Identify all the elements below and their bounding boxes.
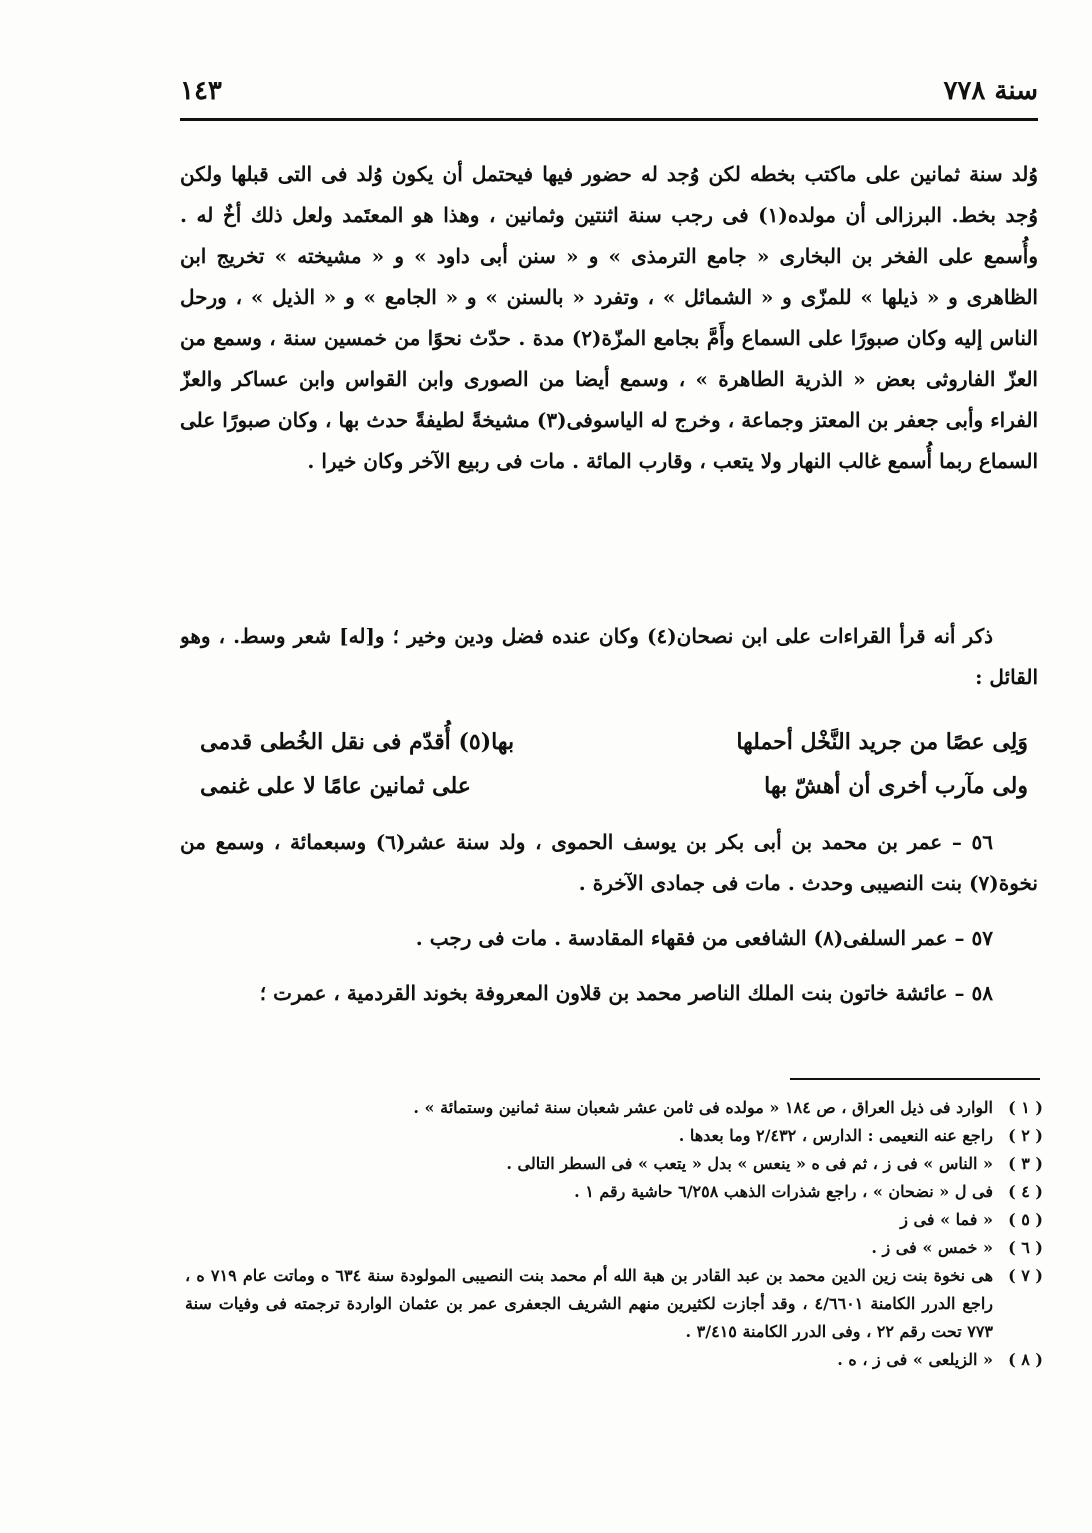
footnote-text: فى ل « نضحان » ، راجع شذرات الذهب ٦/٢٥٨ حاشية رقم ١ .	[574, 1182, 993, 1201]
footnote	[185, 1178, 1043, 1206]
footnote-number: ( ٨ )	[1008, 1350, 1043, 1369]
footnotes	[185, 1094, 1043, 1374]
footnote-number: ( ٤ )	[1008, 1182, 1043, 1201]
footnote-number: ( ٢ )	[1008, 1126, 1043, 1145]
footnote	[185, 1094, 1043, 1122]
footnote	[185, 1262, 1043, 1346]
footnote	[185, 1234, 1043, 1262]
paragraph-biography: وُلد سنة ثمانين على ماكتب بخطه لكن وُجد له حضور فيها فيحتمل أن يكون وُلد فى التى قبلها ولكن وُجد بخط. البرزالى أن مولده(١) فى رجب سنة اثنتين وثمانين ، وهذا هو المعتَمد ولعل ذلك أخٌ له . وأُسمع على الفخر بن البخارى « جامع الترمذى » و « سنن أبى داود » و « مشيخته » تخريج ابن الظاهرى و « ذيلها » للمزّى و « الشمائل » ، وتفرد « بالسنن » و « الجامع » و « الذيل » ، ورحل الناس إليه وكان صبورًا على السماع وأَمَّ بجامع المزّة(٢) مدة . حدّث نحوًا من خمسين سنة ، وسمع من العزّ الفاروثى بعض « الذرية الطاهرة » ، وسمع أيضا من الصورى وابن القواس وابن عساكر والعزّ الفراء وأبى جعفر بن المعتز وجماعة ، وخرج له الياسوفى(٣) مشيخةً لطيفةً حدث بها ، وكان صبورًا على السماع ربما أُسمع غالب النهار ولا يتعب ، وقارب المائة . مات فى ربيع الآخر وكان خيرا .	[180, 162, 1038, 473]
paragraph-recitation: ذكر أنه قرأ القراءات على ابن نصحان(٤) وكان عنده فضل ودين وخير ؛ و[له] شعر وسط. ، وهو القائل :	[180, 624, 1038, 689]
footnote-rule	[790, 1078, 1040, 1080]
poem-line	[180, 764, 1038, 808]
entry-58: ٥٨ – عائشة خاتون بنت الملك الناصر محمد بن قلاون المعروفة بخوند القردمية ، عمرت ؛	[259, 981, 993, 1005]
footnote-number: ( ٧ )	[1008, 1266, 1043, 1285]
poem-hemistich: وَلِى عصًا من جريد النَّخْل أحملها	[736, 729, 1028, 755]
footnote-text: « الزيلعى » فى ز ، ه .	[837, 1350, 993, 1369]
footnote-number: ( ٥ )	[1008, 1210, 1043, 1229]
poem-line	[180, 720, 1038, 764]
poem-hemistich: بها(٥) أُقدّم فى نقل الخُطى قدمى	[200, 729, 515, 755]
header-rule	[180, 118, 1038, 121]
footnote-text: الوارد فى ذيل العراق ، ص ١٨٤ « مولده فى ثامن عشر شعبان سنة ثمانين وستمائة » .	[413, 1098, 993, 1117]
footnote-number: ( ٦ )	[1008, 1238, 1043, 1257]
header-year: سنة ٧٧٨	[943, 76, 1038, 106]
running-header	[180, 66, 1038, 112]
footnote	[185, 1346, 1043, 1374]
footnote-text: « خمس » فى ز .	[871, 1238, 993, 1257]
footnote-text: « فما » فى ز	[900, 1210, 993, 1229]
footnote-text: هى نخوة بنت زين الدين محمد بن عبد القادر بن هبة الله أم محمد بنت النصيبى المولودة سنة ٦٣٤ ه وماتت عام ٧١٩ ه ، راجع الدرر الكامنة ٤/٦٦٠١ ، وقد أجازت لكثيرين منهم الشريف الجعفرى عمر بن عثمان الواردة ترجمته فى وفيات سنة ٧٧٣ تحت رقم ٢٢ ، وفى الدرر الكامنة ٣/٤١٥ .	[185, 1266, 994, 1341]
footnote-number: ( ٣ )	[1008, 1154, 1043, 1173]
footnote-number: ( ١ )	[1008, 1098, 1043, 1117]
poem	[180, 720, 1038, 808]
footnote-text: راجع عنه النعيمى : الدارس ، ٢/٤٣٢ وما بعدها .	[678, 1126, 993, 1145]
main-text	[180, 154, 1038, 1014]
footnote	[185, 1206, 1043, 1234]
page-number: ١٤٣	[180, 76, 222, 106]
entry-57: ٥٧ – عمر السلفى(٨) الشافعى من فقهاء المقادسة . مات فى رجب .	[415, 926, 993, 950]
footnote-text: « الناس » فى ز ، ثم فى ه « ينعس » بدل « يتعب » فى السطر التالى .	[506, 1154, 993, 1173]
footnote	[185, 1150, 1043, 1178]
entry-56: ٥٦ – عمر بن محمد بن أبى بكر بن يوسف الحموى ، ولد سنة عشر(٦) وسبعمائة ، وسمع من نخوة(٧) بنت النصيبى وحدث . مات فى جمادى الآخرة .	[180, 830, 1038, 895]
poem-hemistich: على ثمانين عامًا لا على غنمى	[200, 773, 471, 799]
footnote	[185, 1122, 1043, 1150]
poem-hemistich: ولى مآرب أخرى أن أهشّ بها	[764, 773, 1028, 799]
